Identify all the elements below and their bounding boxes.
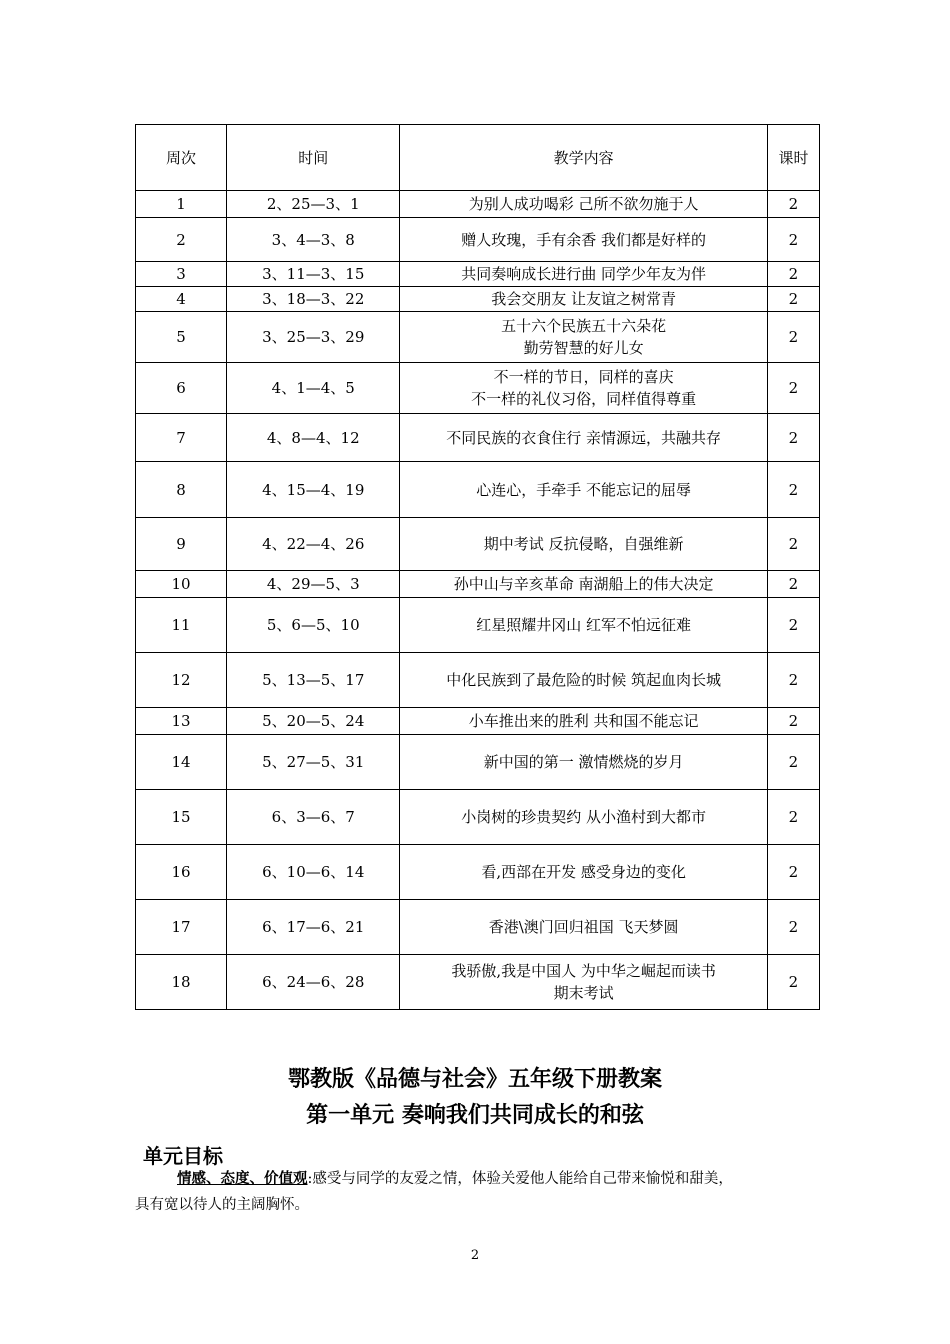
content-line: 心连心，手牵手 不能忘记的屈辱 (476, 480, 692, 499)
header-time: 时间 (227, 125, 400, 191)
content-cell (400, 955, 768, 1010)
content-line: 期末考试 (553, 984, 614, 1002)
content-line: 不一样的节日，同样的喜庆 (493, 368, 674, 386)
content-cell (400, 262, 768, 287)
week-cell: 2 (136, 218, 227, 262)
time-cell: 6、17—6、21 (227, 900, 400, 955)
hours-cell: 2 (767, 845, 819, 900)
content-cell (400, 790, 768, 845)
week-cell: 3 (136, 262, 227, 287)
table-row (136, 708, 820, 735)
content-line: 小岗树的珍贵契约 从小渔村到大都市 (461, 808, 707, 826)
content-cell (400, 312, 768, 363)
content-line: 期中考试 反抗侵略，自强维新 (483, 535, 684, 553)
content-line: 新中国的第一 激情燃烧的岁月 (483, 753, 684, 771)
time-cell: 4、22—4、26 (227, 518, 400, 571)
time-cell: 4、8—4、12 (227, 414, 400, 462)
week-cell: 14 (136, 735, 227, 790)
content-line: 不一样的礼仪习俗，同样值得尊重 (471, 390, 697, 408)
content-cell (400, 287, 768, 312)
table-row (136, 287, 820, 312)
week-cell: 15 (136, 790, 227, 845)
content-line: 香港\澳门回归祖国 飞天梦圆 (488, 918, 679, 936)
paragraph-lead: 情感、态度、价值观 (177, 1170, 308, 1187)
table-row (136, 653, 820, 708)
content-cell (400, 708, 768, 735)
section-heading: 单元目标 (143, 1144, 223, 1168)
hours-cell: 2 (767, 218, 819, 262)
unit-goal-paragraph (135, 1166, 820, 1218)
content-cell (400, 653, 768, 708)
content-cell (400, 845, 768, 900)
time-cell: 4、1—4、5 (227, 363, 400, 414)
content-line: 赠人玫瑰，手有余香 我们都是好样的 (461, 230, 707, 249)
table-header-row (136, 125, 820, 191)
time-cell: 3、4—3、8 (227, 218, 400, 262)
time-cell: 5、6—5、10 (227, 598, 400, 653)
hours-cell: 2 (767, 900, 819, 955)
time-cell: 3、25—3、29 (227, 312, 400, 363)
time-cell: 6、10—6、14 (227, 845, 400, 900)
hours-cell: 2 (767, 735, 819, 790)
content-line: 中化民族到了最危险的时候 筑起血肉长城 (446, 671, 722, 689)
time-cell: 3、18—3、22 (227, 287, 400, 312)
header-week: 周次 (136, 125, 227, 191)
week-cell: 16 (136, 845, 227, 900)
table-row (136, 955, 820, 1010)
time-cell: 4、29—5、3 (227, 571, 400, 598)
week-cell: 5 (136, 312, 227, 363)
paragraph-text-2: 具有宽以待人的主阔胸怀。 (135, 1197, 309, 1213)
content-cell (400, 363, 768, 414)
table-row (136, 845, 820, 900)
week-cell: 13 (136, 708, 227, 735)
hours-cell: 2 (767, 462, 819, 518)
table-row (136, 262, 820, 287)
time-cell: 5、13—5、17 (227, 653, 400, 708)
page-number: 2 (470, 1248, 480, 1263)
table-row (136, 571, 820, 598)
hours-cell: 2 (767, 312, 819, 363)
content-cell (400, 218, 768, 262)
content-line: 看,西部在开发 感受身边的变化 (481, 863, 686, 881)
week-cell: 9 (136, 518, 227, 571)
unit-title: 第一单元 奏响我们共同成长的和弦 (306, 1102, 644, 1128)
content-cell (400, 571, 768, 598)
hours-cell: 2 (767, 191, 819, 218)
time-cell: 3、11—3、15 (227, 262, 400, 287)
content-line: 为别人成功喝彩 己所不欲勿施于人 (468, 195, 699, 213)
hours-cell: 2 (767, 518, 819, 571)
content-cell (400, 414, 768, 462)
header-hours: 课时 (767, 125, 819, 191)
week-cell: 11 (136, 598, 227, 653)
time-cell: 6、3—6、7 (227, 790, 400, 845)
time-cell: 5、20—5、24 (227, 708, 400, 735)
content-line: 共同奏响成长进行曲 同学少年友为伴 (461, 265, 707, 283)
hours-cell: 2 (767, 790, 819, 845)
hours-cell: 2 (767, 708, 819, 735)
table-row (136, 363, 820, 414)
hours-cell: 2 (767, 414, 819, 462)
document-title: 鄂教版《品德与社会》五年级下册教案 (287, 1066, 662, 1092)
table-row (136, 598, 820, 653)
content-line: 五十六个民族五十六朵花 (501, 317, 667, 335)
hours-cell: 2 (767, 598, 819, 653)
table-row (136, 462, 820, 518)
week-cell: 4 (136, 287, 227, 312)
content-line: 我骄傲,我是中国人 为中华之崛起而读书 (451, 962, 716, 980)
hours-cell: 2 (767, 262, 819, 287)
content-cell (400, 735, 768, 790)
table-row (136, 518, 820, 571)
paragraph-text-1: :感受与同学的友爱之情，体验关爱他人能给自己带来愉悦和甜美， (307, 1171, 733, 1187)
schedule-table (135, 124, 820, 1010)
week-cell: 12 (136, 653, 227, 708)
week-cell: 17 (136, 900, 227, 955)
content-line: 勤劳智慧的好儿女 (523, 339, 644, 357)
content-cell (400, 598, 768, 653)
time-cell: 6、24—6、28 (227, 955, 400, 1010)
hours-cell: 2 (767, 955, 819, 1010)
content-line: 我会交朋友 让友谊之树常青 (491, 290, 677, 308)
content-line: 孙中山与辛亥革命 南湖船上的伟大决定 (453, 575, 714, 593)
time-cell: 2、25—3、1 (227, 191, 400, 218)
table-row (136, 900, 820, 955)
content-line: 红星照耀井冈山 红军不怕远征难 (476, 616, 692, 634)
header-content: 教学内容 (400, 125, 768, 191)
week-cell: 7 (136, 414, 227, 462)
week-cell: 18 (136, 955, 227, 1010)
table-row (136, 414, 820, 462)
week-cell: 6 (136, 363, 227, 414)
week-cell: 8 (136, 462, 227, 518)
content-line: 小车推出来的胜利 共和国不能忘记 (468, 712, 699, 730)
table-row (136, 312, 820, 363)
week-cell: 1 (136, 191, 227, 218)
content-line: 不同民族的衣食住行 亲情源远，共融共存 (446, 428, 722, 447)
content-cell (400, 462, 768, 518)
table-row (136, 735, 820, 790)
time-cell: 5、27—5、31 (227, 735, 400, 790)
content-cell (400, 191, 768, 218)
table-row (136, 191, 820, 218)
hours-cell: 2 (767, 653, 819, 708)
content-cell (400, 900, 768, 955)
hours-cell: 2 (767, 571, 819, 598)
hours-cell: 2 (767, 287, 819, 312)
week-cell: 10 (136, 571, 227, 598)
table-row (136, 218, 820, 262)
content-cell (400, 518, 768, 571)
table-row (136, 790, 820, 845)
time-cell: 4、15—4、19 (227, 462, 400, 518)
hours-cell: 2 (767, 363, 819, 414)
